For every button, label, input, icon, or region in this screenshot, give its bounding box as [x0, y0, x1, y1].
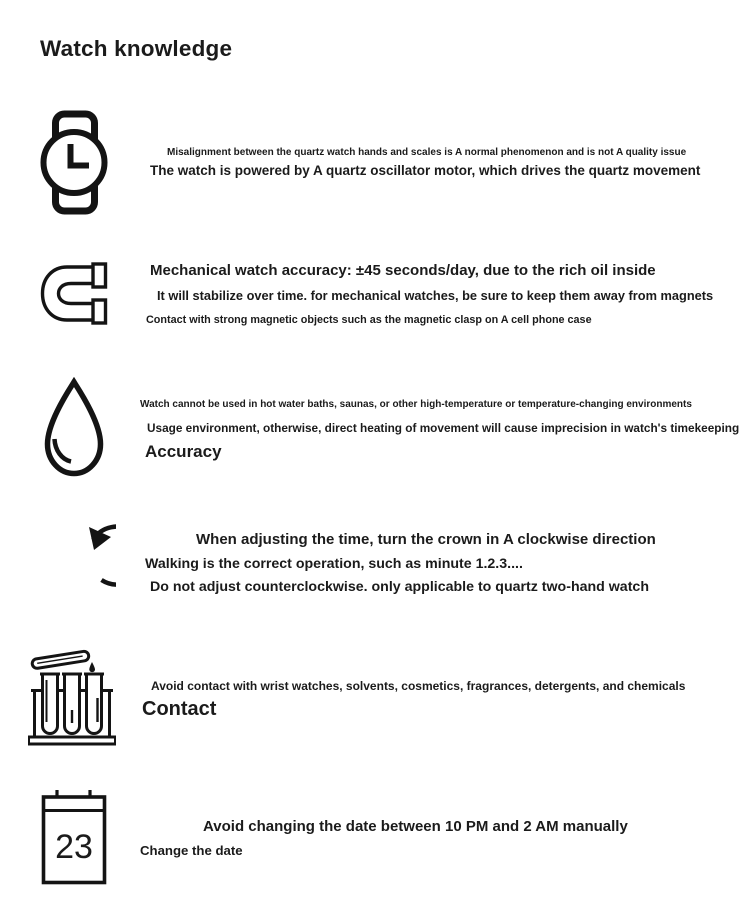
page-title: Watch knowledge: [40, 36, 233, 61]
water-drop-icon: [40, 377, 108, 479]
usage-environment-text: Usage environment, otherwise, direct heating of movement will cause imprecision in watch's timekeeping: [147, 421, 740, 435]
magnetic-objects-text: Contact with strong magnetic objects such as the magnetic clasp on A cell phone case: [146, 314, 592, 326]
mechanical-accuracy-text: Mechanical watch accuracy: ±45 seconds/day, due to the rich oil inside: [150, 262, 656, 279]
calendar-day-label: 23: [55, 828, 93, 866]
change-date-heading: Change the date: [140, 843, 243, 858]
walking-operation-text: Walking is the correct operation, such as minute 1.2.3....: [145, 556, 523, 572]
magnet-warning-text: It will stabilize over time. for mechanical watches, be sure to keep them away from magnets: [157, 288, 714, 303]
crown-clockwise-text: When adjusting the time, turn the crown in A clockwise direction: [196, 531, 656, 548]
counterclockwise-warning-text: Do not adjust counterclockwise. only applicable to quartz two-hand watch: [150, 579, 649, 595]
test-tubes-icon: [28, 643, 116, 746]
wristwatch-icon: [38, 110, 110, 215]
quartz-note-text: Misalignment between the quartz watch hands and scales is A normal phenomenon and is not A quality issue: [167, 147, 687, 158]
quartz-movement-text: The watch is powered by A quartz oscillator motor, which drives the quartz movement: [150, 163, 701, 178]
magnet-icon: [38, 262, 108, 325]
chemicals-warning-text: Avoid contact with wrist watches, solvents, cosmetics, fragrances, detergents, and chemicals: [151, 679, 686, 693]
hot-water-warning-text: Watch cannot be used in hot water baths, saunas, or other high-temperature or temperature-changing environments: [140, 399, 692, 410]
accuracy-heading: Accuracy: [145, 442, 222, 461]
date-change-warning-text: Avoid changing the date between 10 PM and 2 AM manually: [203, 818, 628, 835]
contact-heading: Contact: [142, 698, 217, 720]
clockwise-arrow-icon: [42, 518, 116, 602]
